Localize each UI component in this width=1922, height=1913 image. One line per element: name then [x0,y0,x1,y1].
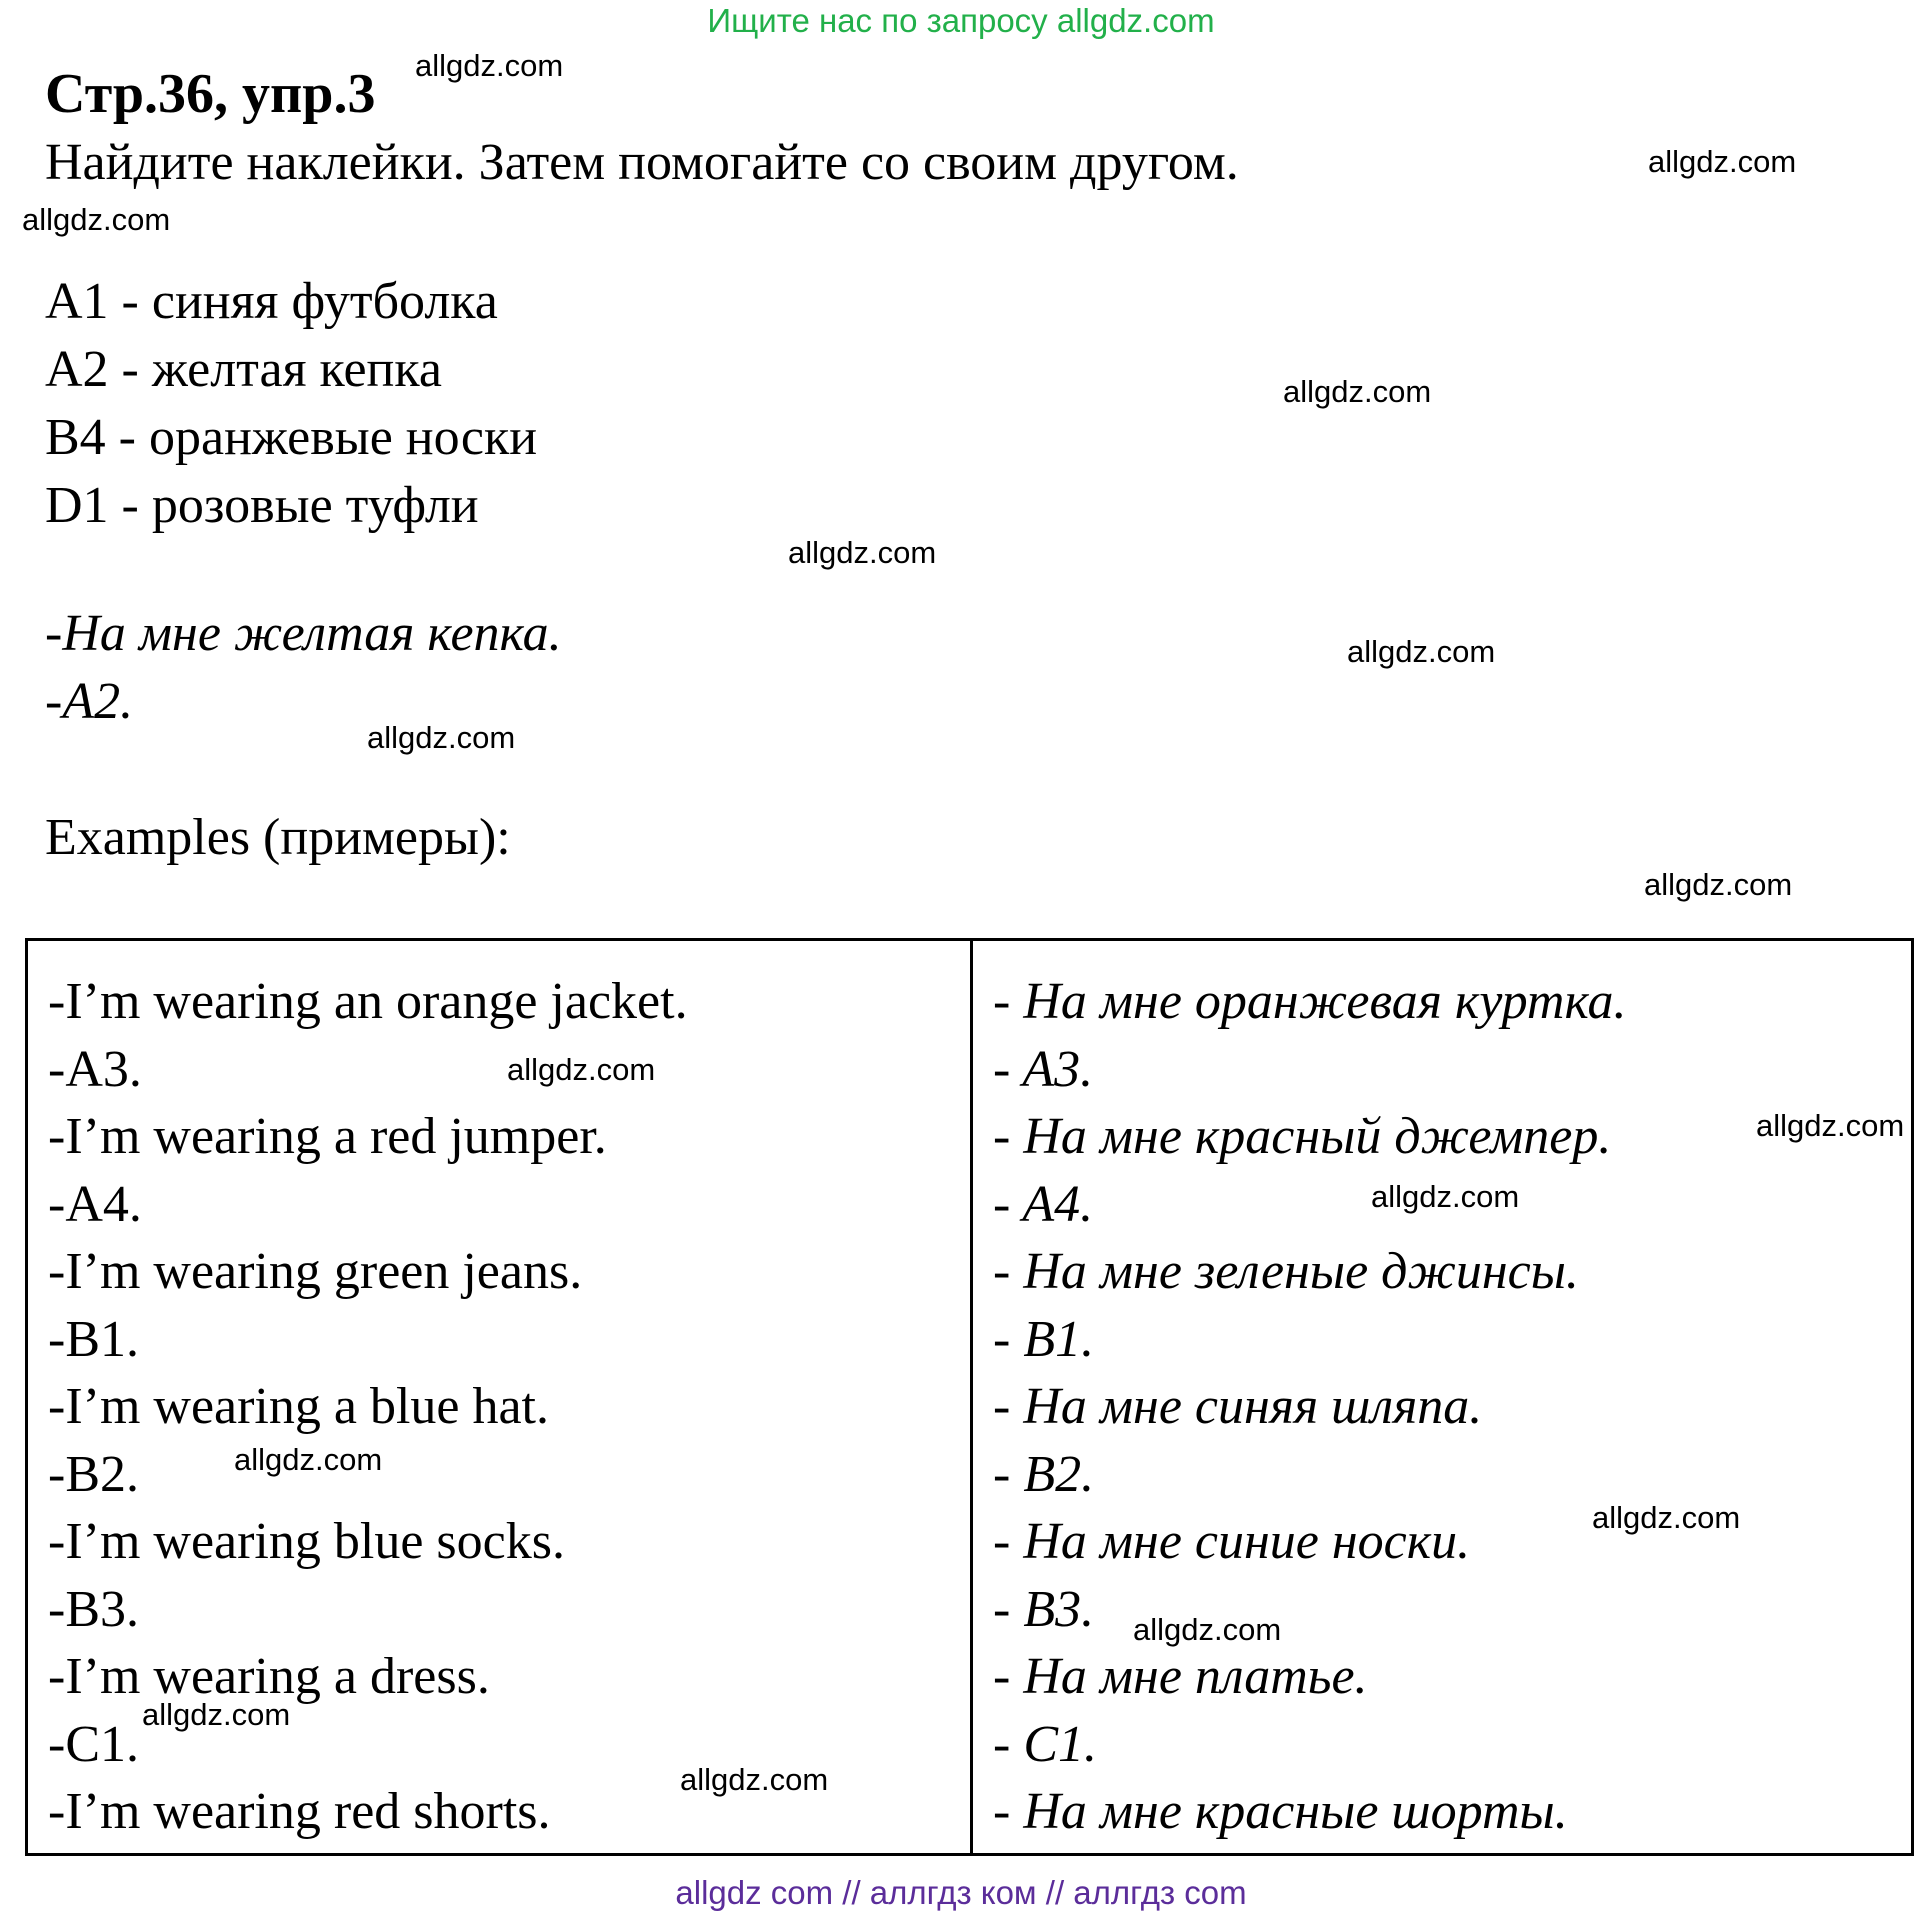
sticker-item: A2 - желтая кепка [45,341,442,398]
russian-row: - A4. [993,1175,1094,1233]
sticker-item: D1 - розовые туфли [45,477,479,534]
russian-row: - B2. [993,1445,1095,1503]
russian-row: - C1. [993,1715,1097,1773]
watermark: allgdz.com [680,1762,829,1797]
watermark: allgdz.com [142,1697,291,1732]
watermark: allgdz.com [1648,144,1797,179]
russian-row: - B3. [993,1580,1095,1638]
watermark: allgdz.com [1371,1179,1520,1214]
russian-column [993,968,1627,1846]
english-row: -I’m wearing an orange jacket. [48,973,688,1030]
watermark: allgdz.com [507,1052,656,1087]
watermark: allgdz.com [1756,1108,1905,1143]
examples-table [25,938,1914,1856]
watermark: allgdz.com [1133,1612,1282,1647]
page-title: Стр.36, упр.3 [45,63,376,125]
sticker-item: B4 - оранжевые носки [45,409,538,466]
english-row: -B3. [48,1580,139,1638]
watermark: allgdz.com [1347,634,1496,669]
english-row: -I’m wearing blue socks. [48,1513,565,1570]
dialog-line: -A2. [45,673,134,730]
english-row: -C1. [48,1715,139,1773]
watermark: allgdz.com [1283,374,1432,409]
russian-row: - На мне платье. [993,1648,1368,1705]
footer-links: allgdz com // аллгдз ком // аллгдз com [675,1874,1247,1911]
english-row: -I’m wearing green jeans. [48,1243,583,1300]
watermark: allgdz.com [1592,1500,1741,1535]
english-row: -A4. [48,1175,142,1233]
english-row: -I’m wearing a blue hat. [48,1378,550,1435]
watermark: allgdz.com [234,1442,383,1477]
russian-row: - На мне красные шорты. [993,1783,1568,1840]
russian-row: - На мне красный джемпер. [993,1108,1612,1165]
russian-row: - На мне синие носки. [993,1513,1471,1570]
english-row: -B2. [48,1445,139,1503]
sticker-item: A1 - синяя футболка [45,273,498,330]
russian-row: - На мне оранжевая куртка. [993,973,1627,1030]
russian-row: - На мне синяя шляпа. [993,1378,1483,1435]
dialog-line: -На мне желтая кепка. [45,605,562,662]
english-row: -A3. [48,1040,142,1098]
examples-heading: Examples (примеры): [45,809,511,866]
russian-row: - B1. [993,1310,1095,1368]
top-banner: Ищите нас по запросу allgdz.com [707,2,1215,39]
english-row: -B1. [48,1310,139,1368]
russian-row: - На мне зеленые джинсы. [993,1243,1579,1300]
english-row: -I’m wearing a red jumper. [48,1108,607,1165]
russian-row: - A3. [993,1040,1094,1098]
table-divider [970,941,973,1853]
watermark: allgdz.com [788,535,937,570]
english-row: -I’m wearing red shorts. [48,1783,551,1840]
task-instruction: Найдите наклейки. Затем помогайте со своим другом. [45,134,1239,191]
english-row: -I’m wearing a dress. [48,1648,490,1705]
watermark: allgdz.com [1644,867,1793,902]
watermark: allgdz.com [22,202,171,237]
watermark: allgdz.com [415,48,564,83]
watermark: allgdz.com [367,720,516,755]
